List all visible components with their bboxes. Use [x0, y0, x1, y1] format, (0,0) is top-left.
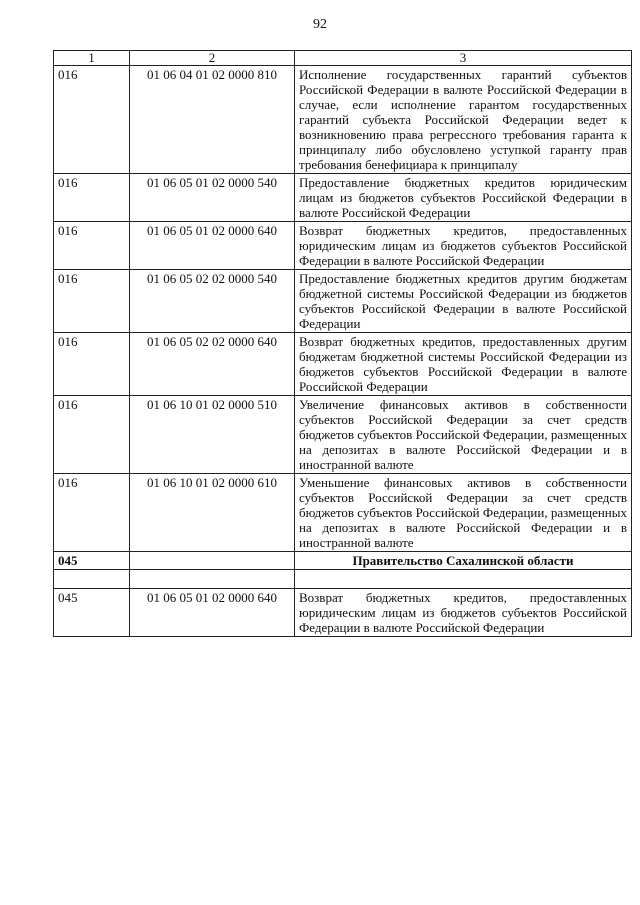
admin-code-cell: 016: [54, 333, 130, 396]
table-row: [54, 222, 632, 270]
kbk-code-cell: 01 06 05 01 02 0000 640: [130, 589, 295, 637]
group-kbk-empty-cell: [130, 552, 295, 570]
description-cell: Возврат бюджетных кредитов, предоставленных другим бюджетам бюджетной системы Российской Федерации из бюджетов субъектов Российской Федерации в валюте Российской Федерации: [295, 333, 632, 396]
table-row: [54, 270, 632, 333]
admin-code-cell: 016: [54, 396, 130, 474]
group-title-cell: Правительство Сахалинской области: [295, 552, 632, 570]
admin-code-cell: 016: [54, 270, 130, 333]
table-row: [54, 333, 632, 396]
spacer-cell: [130, 570, 295, 589]
kbk-code-cell: 01 06 05 01 02 0000 540: [130, 174, 295, 222]
description-cell: Предоставление бюджетных кредитов юридическим лицам из бюджетов субъектов Российской Федерации в валюте Российской Федерации: [295, 174, 632, 222]
description-cell: Исполнение государственных гарантий субъектов Российской Федерации в валюте Российской Федерации в случае, если исполнение гарантом государственных гарантий субъекта Российской Федерации ведет к возникновению права регрессного требования гаранта к принципалу либо обусловлено уступкой гаранту прав требования бенефициара к принципалу: [295, 66, 632, 174]
admin-code-cell: 016: [54, 66, 130, 174]
table-header-row: [54, 51, 632, 66]
kbk-code-cell: 01 06 04 01 02 0000 810: [130, 66, 295, 174]
spacer-cell: [295, 570, 632, 589]
administrator-group-row: [54, 552, 632, 570]
table-row: [54, 474, 632, 552]
spacer-row: [54, 570, 632, 589]
admin-code-cell: 045: [54, 589, 130, 637]
kbk-code-cell: 01 06 05 02 02 0000 540: [130, 270, 295, 333]
kbk-code-cell: 01 06 05 01 02 0000 640: [130, 222, 295, 270]
table-row: [54, 589, 632, 637]
column-number-2: 2: [130, 51, 295, 66]
table-row: [54, 66, 632, 174]
column-number-1: 1: [54, 51, 130, 66]
group-admin-code-cell: 045: [54, 552, 130, 570]
kbk-code-cell: 01 06 05 02 02 0000 640: [130, 333, 295, 396]
description-cell: Увеличение финансовых активов в собственности субъектов Российской Федерации за счет средств бюджетов субъектов Российской Федерации, размещенных на депозитах в валюте Российской Федерации и в иностранной валюте: [295, 396, 632, 474]
page-number: 92: [313, 17, 327, 32]
admin-code-cell: 016: [54, 474, 130, 552]
description-cell: Возврат бюджетных кредитов, предоставленных юридическим лицам из бюджетов субъектов Российской Федерации в валюте Российской Федерации: [295, 222, 632, 270]
admin-code-cell: 016: [54, 174, 130, 222]
kbk-code-cell: 01 06 10 01 02 0000 510: [130, 396, 295, 474]
table-row: [54, 396, 632, 474]
table-row: [54, 174, 632, 222]
kbk-code-cell: 01 06 10 01 02 0000 610: [130, 474, 295, 552]
description-cell: Уменьшение финансовых активов в собственности субъектов Российской Федерации за счет средств бюджетов субъектов Российской Федерации, размещенных на депозитах в валюте Российской Федерации и в иностранной валюте: [295, 474, 632, 552]
column-number-3: 3: [295, 51, 632, 66]
description-cell: Возврат бюджетных кредитов, предоставленных юридическим лицам из бюджетов субъектов Российской Федерации в валюте Российской Федерации: [295, 589, 632, 637]
admin-code-cell: 016: [54, 222, 130, 270]
budget-classification-table: [53, 50, 632, 637]
spacer-cell: [54, 570, 130, 589]
description-cell: Предоставление бюджетных кредитов другим бюджетам бюджетной системы Российской Федерации из бюджетов субъектов Российской Федерации в валюте Российской Федерации: [295, 270, 632, 333]
